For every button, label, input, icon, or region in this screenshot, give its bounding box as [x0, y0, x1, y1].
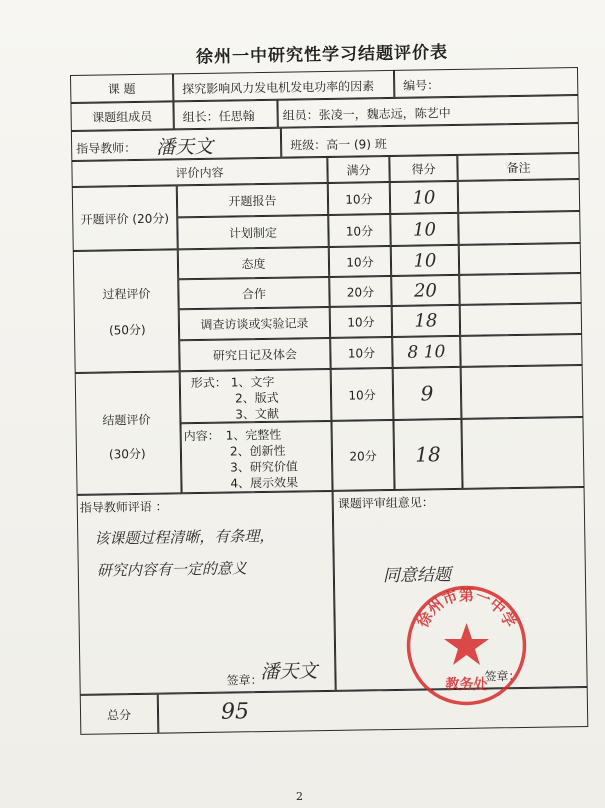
- final-content-item: 1、完整性: [225, 427, 282, 443]
- topic-label-cell: [70, 73, 173, 103]
- opening-full-2: [328, 214, 390, 247]
- final-content-item: 2、创新性: [229, 443, 286, 459]
- total-label-cell: [80, 694, 159, 735]
- final-label-cell: [75, 371, 182, 495]
- opening-item-full: 10分: [345, 223, 374, 239]
- final-points: (30分): [108, 446, 146, 462]
- teacher-cell: [71, 128, 281, 161]
- final-form-item: 3、文献: [235, 406, 280, 422]
- process-item-name: 研究日记及体会: [212, 347, 298, 363]
- panel-sign-label: 签章：: [484, 668, 521, 684]
- final-form-score-cell: [393, 367, 462, 420]
- final-content-head: 内容：: [183, 428, 220, 444]
- header-content-cell: [71, 157, 327, 187]
- final-form-head: 形式：: [190, 375, 227, 391]
- process-full-3: [330, 306, 392, 338]
- teacher-sign-label: 签章：: [226, 673, 263, 688]
- opening-score-2: [390, 213, 458, 246]
- final-form-full-cell: [331, 368, 394, 421]
- group-label-cell: [70, 101, 173, 131]
- final-label: 结题评价: [102, 412, 151, 428]
- teacher-comment-line-2: 研究内容有一定的意义: [96, 559, 247, 580]
- group-members: 组员：张凌一，魏志远，陈艺中: [282, 106, 451, 123]
- seal-arc-text: 徐州市第一中学: [413, 585, 520, 631]
- process-note-1: [459, 243, 581, 275]
- teacher-sign-value: 潘天文: [260, 660, 318, 684]
- header-note-cell: [457, 153, 579, 181]
- process-item-3: [179, 307, 330, 340]
- teacher-signature: 潘天文: [155, 135, 214, 159]
- class-label: 班级：高一 (9) 班: [290, 137, 387, 153]
- process-note-3: [460, 303, 582, 336]
- process-item-score: 18: [414, 310, 438, 332]
- header-full-cell: [327, 156, 389, 183]
- header-full: 满分: [346, 162, 371, 178]
- group-leader: 组长：任思翰: [182, 109, 255, 125]
- process-score-1: [391, 245, 459, 276]
- process-item-full: 20分: [346, 284, 375, 300]
- official-seal-icon: [404, 583, 529, 708]
- process-note-2: [459, 273, 581, 305]
- number-cell: [394, 67, 578, 98]
- opening-note-1: [458, 179, 580, 213]
- total-value: 95: [220, 699, 250, 725]
- topic-label: 课 题: [107, 81, 136, 96]
- final-form-cell: [180, 369, 332, 423]
- process-label-cell: [73, 249, 180, 373]
- final-form-note: [461, 365, 584, 419]
- opening-score-1: [390, 181, 458, 214]
- final-content-full: 20分: [349, 448, 377, 464]
- topic-value: 探究影响风力发电机发电功率的因素: [182, 79, 375, 97]
- process-item-1: [178, 247, 329, 279]
- opening-label: 开题评价 (20分): [80, 210, 170, 227]
- process-points: (50分): [108, 322, 146, 338]
- header-content: 评价内容: [175, 165, 224, 180]
- process-item-full: 10分: [347, 315, 375, 330]
- opening-item-2: [177, 215, 328, 249]
- topic-value-cell: [173, 70, 394, 101]
- header-score: 得分: [411, 161, 436, 177]
- opening-note-2: [458, 211, 580, 245]
- final-content-full-cell: [331, 420, 394, 491]
- process-item-score: 8 10: [407, 341, 446, 363]
- process-full-2: [329, 276, 391, 307]
- number-label: 编号：: [403, 78, 440, 93]
- panel-comment-label: 课题评审组意见：: [337, 495, 434, 511]
- process-full-1: [329, 246, 391, 277]
- class-cell: [281, 123, 579, 158]
- header-note: 备注: [506, 160, 531, 175]
- process-item-name: 调查访谈或实验记录: [200, 316, 309, 332]
- final-form-item: 2、版式: [234, 390, 279, 406]
- final-content-score: 18: [415, 442, 441, 467]
- process-score-2: [391, 275, 459, 306]
- final-content-item: 3、研究价值: [230, 459, 298, 475]
- process-score-4: [392, 336, 460, 368]
- total-label: 总分: [106, 707, 132, 722]
- process-score-3: [392, 305, 460, 337]
- final-content-score-cell: [393, 419, 462, 490]
- final-content-cell: [180, 421, 332, 493]
- header-score-cell: [389, 155, 457, 182]
- process-item-full: 10分: [347, 346, 376, 361]
- seal-bottom-text: 教务处: [445, 677, 488, 693]
- teacher-comment-line-1: 该课题过程清晰，有条理，: [94, 526, 275, 548]
- final-content-note: [461, 417, 584, 489]
- opening-item-1: [177, 183, 328, 217]
- process-label: 过程评价: [102, 286, 151, 302]
- process-full-4: [330, 337, 392, 369]
- teacher-comment-label: 指导教师评语 ：: [79, 499, 168, 515]
- opening-label-cell: [72, 185, 178, 251]
- opening-item-name: 计划制定: [228, 225, 278, 241]
- opening-item-score: 10: [412, 218, 437, 241]
- process-item-full: 10分: [346, 254, 374, 270]
- opening-item-full: 10分: [345, 191, 373, 207]
- process-item-name: 态度: [241, 256, 266, 271]
- document-title: 徐州一中研究性学习结题评价表: [195, 42, 449, 68]
- final-form-item: 1、文字: [230, 374, 275, 390]
- final-content-item: 4、展示效果: [230, 475, 299, 491]
- process-item-4: [179, 338, 330, 371]
- process-item-score: 10: [413, 249, 437, 272]
- group-label: 课题组成员: [92, 109, 153, 125]
- opening-full-1: [328, 182, 390, 215]
- opening-item-score: 10: [412, 186, 436, 209]
- final-form-score: 9: [420, 381, 434, 406]
- opening-item-name: 开题报告: [228, 193, 277, 209]
- process-item-score: 20: [413, 279, 438, 302]
- process-note-4: [460, 334, 582, 367]
- page-number: 2: [296, 790, 303, 803]
- final-form-full: 10分: [348, 387, 376, 403]
- process-item-2: [178, 277, 329, 309]
- process-item-name: 合作: [241, 286, 267, 301]
- teacher-label: 指导教师：: [76, 140, 137, 156]
- teacher-comment-cell: [77, 491, 336, 695]
- panel-comment-text: 同意结题: [382, 565, 452, 587]
- leader-cell: [173, 100, 277, 130]
